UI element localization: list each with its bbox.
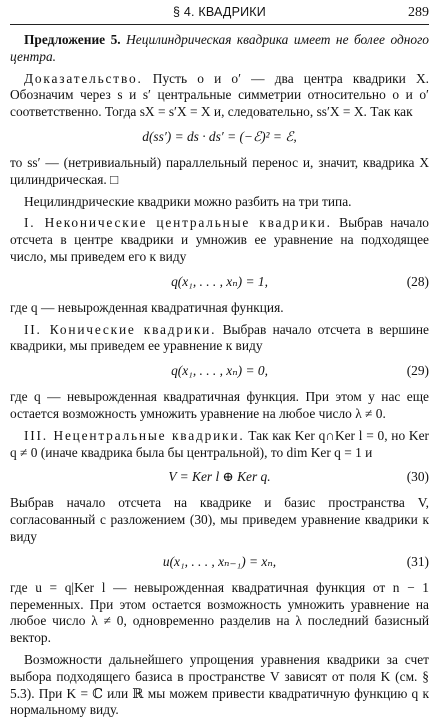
equation-proof (10, 121, 429, 155)
type2-paragraph (10, 322, 429, 356)
equation-number: (28) (406, 273, 429, 289)
page-number: 289 (408, 5, 429, 20)
page-body (10, 32, 429, 719)
closing-paragraph: Возможности дальнейшего упрощения уравнения квадрики за счет выбора подходящего базиса в пространстве V зависят от поля K (см. § 5.3). При K = ℂ или ℝ мы можем привести квадратичную функцию q к нормальному виду. (10, 651, 429, 718)
type1-paragraph (10, 215, 429, 265)
type2-lead: II. Конические квадрики. (24, 321, 217, 337)
types-intro: Нецилиндрические квадрики можно разбить на три типа. (24, 193, 352, 209)
equation-formula: q(x₁, . . . , xₙ) = 0, (171, 363, 268, 379)
type3-after: Выбрав начало отсчета на квадрике и базис пространства V, согласованный с разложением (30), мы приведем уравнение квадрики к виду (10, 495, 429, 544)
type2-after: где q — невырожденная квадратичная функция. При этом у нас еще остается возможность умножить уравнение на любое число λ ≠ 0. (10, 389, 429, 421)
proof-text: Пусть o и o′ — два центра квадрики X. Обозначим через s и s′ центральные симметрии относительно o и o′ соответственно. Тогда sX = s′X = X и, следовательно, ss′X = X. Так как (10, 70, 429, 120)
equation-formula: u(x₁, . . . , xₙ₋₁) = xₙ, (162, 553, 277, 569)
equation-30 (10, 461, 429, 495)
type3-text: Так как Ker q∩Ker l = 0, но Ker q ≠ 0 (иначе квадрика была бы центральной), то dim Ker q = 1 и (10, 427, 429, 460)
running-header (10, 4, 429, 25)
equation-29 (10, 355, 429, 389)
equation-formula: V = Ker l ⊕ Ker q. (168, 469, 271, 485)
proposition (10, 32, 429, 66)
equation-number: (29) (406, 363, 429, 379)
equation-formula: d(ss′) = ds · ds′ = (−ℰ)² = ℰ, (142, 128, 297, 144)
type3-lead: III. Нецентральные квадрики. (24, 427, 245, 443)
proof-lead: Доказательство. (24, 70, 143, 86)
type1-text: Выбрав начало отсчета в центре квадрики и умножив ее уравнение на подходящее число, мы приведем его к виду (10, 215, 429, 264)
proof-paragraph (10, 71, 429, 121)
equation-formula: q(x₁, . . . , xₙ) = 1, (171, 273, 268, 289)
equation-number: (31) (406, 553, 429, 569)
type1-lead: I. Неконические центральные квадрики. (24, 215, 332, 231)
type2-text: Выбрав начало отсчета в вершине квадрики, мы приведем ее уравнение к виду (10, 321, 429, 354)
type3-paragraph (10, 428, 429, 462)
chapter-title: § 4. КВАДРИКИ (173, 5, 266, 19)
equation-number: (30) (406, 469, 429, 485)
type1-after: где q — невырожденная квадратичная функция. (10, 299, 284, 315)
proposition-label: Предложение 5. (24, 32, 121, 47)
equation-28 (10, 266, 429, 300)
type3-after2: где u = q|Ker l — невырожденная квадратичная функция от n − 1 переменных. При этом остается возможность умножить уравнение на любое число λ ≠ 0, одновременно разделив на λ последний базисный вектор. (10, 579, 429, 646)
equation-31 (10, 546, 429, 580)
proof-conclusion: то ss′ — (нетривиальный) параллельный перенос и, значит, квадрика X цилиндрическая. □ (10, 154, 429, 187)
proposition-text: Нецилиндрическая квадрика имеет не более одного центра. (10, 32, 429, 64)
